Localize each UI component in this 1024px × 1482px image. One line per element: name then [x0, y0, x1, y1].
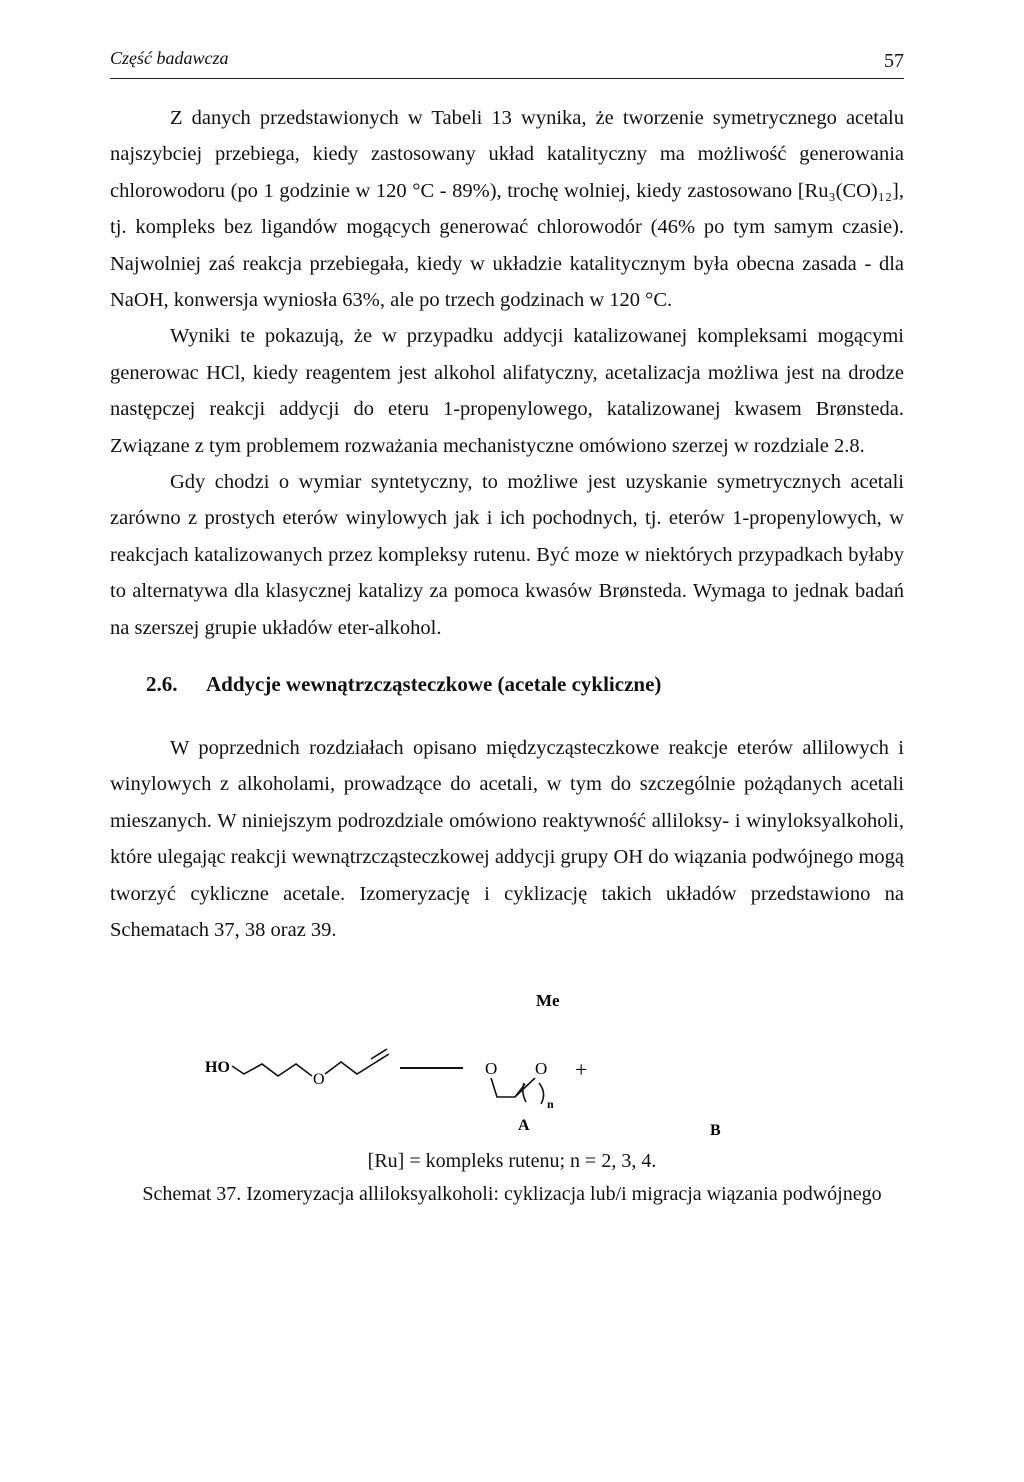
scheme-caption: Schemat 37. Izomeryzacja alliloksyalkoholi: cyklizacja lub/i migracja wiązania podwójnego [142, 1183, 882, 1205]
label-a: A [518, 1117, 530, 1134]
scheme-legend: [Ru] = kompleks rutenu; n = 2, 3, 4. [367, 1150, 657, 1172]
page-header [110, 46, 904, 79]
chain-o-label: O [313, 1071, 325, 1088]
section-text [110, 730, 904, 948]
main-text [110, 100, 904, 646]
chain-bonds [232, 1049, 389, 1076]
section-paragraph: W poprzednich rozdziałach opisano międzycząsteczkowe reakcje eterów allilowych i winylowych z alkoholami, prowadzące do acetali, w tym do szczególnie pożądanych acetali mieszanych. W niniejszym podrozdziale omówiono reaktywność alliloksy- i winyloksyalkoholi, które ulegając reakcji wewnątrzcząsteczkowej addycji grupy OH do wiązania podwójnego mogą tworzyć cykliczne acetale. Izomeryzację i cyklizację takich układów przedstawiono na Schematach 37, 38 oraz 39. [110, 737, 904, 942]
ring-bonds [491, 1078, 544, 1104]
me-label: Me [536, 991, 560, 1010]
paragraph-2: Wyniki te pokazują, że w przypadku addycji katalizowanej kompleksami mogącymi generowac HCl, kiedy reagentem jest alkohol alifatyczny, acetalizacja możliwa jest na drodze następczej reakcji addycji do eteru 1-propenylowego, katalizowanej kwasem Brønsteda. Związane z tym problemem rozważania mechanistyczne omówiono szerzej w rozdziale 2.8. [110, 325, 904, 457]
plus-sign: + [575, 1057, 588, 1082]
ring-o1: O [485, 1059, 498, 1078]
reaction-scheme [0, 980, 1024, 1160]
section-heading-title: Addycje wewnątrzcząsteczkowe (acetale cykliczne) [206, 672, 662, 696]
section-heading [146, 672, 661, 697]
ho-label: HO [205, 1059, 230, 1076]
paragraph-1: Z danych przedstawionych w Tabeli 13 wynika, że tworzenie symetrycznego acetalu najszybciej przebiega, kiedy zastosowany układ katalityczny ma możliwość generowania chlorowodoru (po 1 godzinie w 120 °C - 89%), trochę wolniej, kiedy zastosowano [Ru₃(CO)₁₂], tj. kompleks bez ligandów mogących generować chlorowodór (46% po tym samym czasie). Najwolniej zaś reakcja przebiegała, kiedy w układzie katalitycznym była obecna zasada - dla NaOH, konwersja wyniosła 63%, ale po trzech godzinach w 120 °C. [110, 107, 904, 312]
label-b: B [710, 1122, 721, 1139]
n-label: n [547, 1097, 554, 1111]
section-title: Część badawcza [110, 48, 229, 68]
page-number: 57 [884, 50, 904, 72]
paragraph-3: Gdy chodzi o wymiar syntetyczny, to możliwe jest uzyskanie symetrycznych acetali zarówno z prostych eterów winylowych jak i ich pochodnych, tj. eterów 1-propenylowych, w reakcjach katalizowanych przez kompleksy rutenu. Być moze w niektórych przypadkach byłaby to alternatywa dla klasycznej katalizy za pomoca kwasów Brønsteda. Wymaga to jednak badań na szerszej grupie układów eter-alkohol. [110, 471, 904, 639]
section-number: 2.6. [146, 672, 178, 696]
ring-o2: O [535, 1059, 548, 1078]
